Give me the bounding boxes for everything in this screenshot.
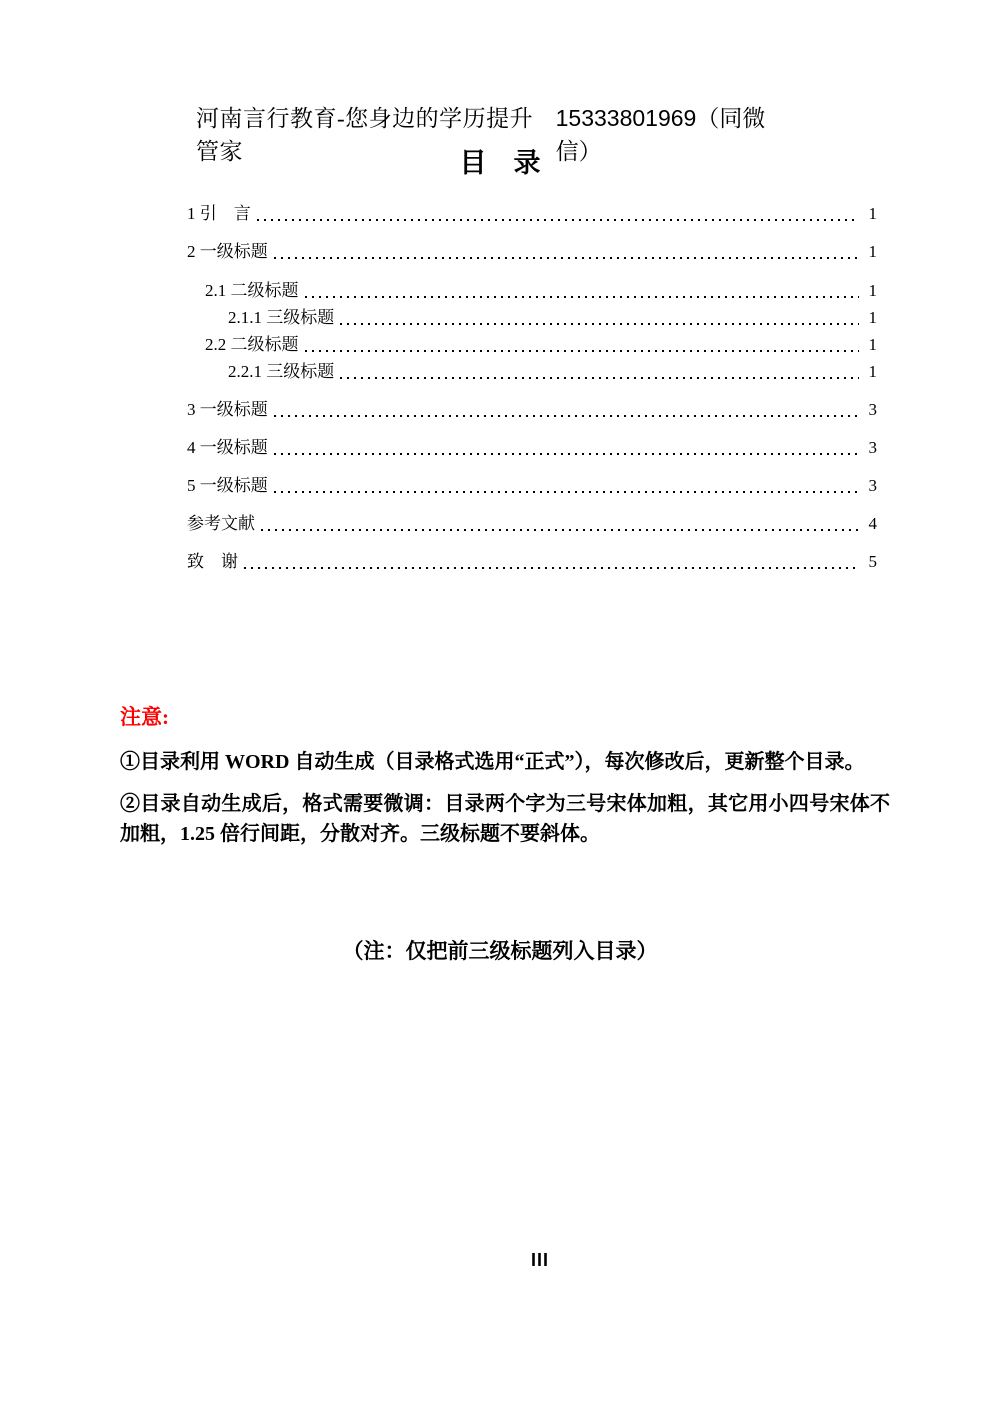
toc-entry-label: 2 一级标题 xyxy=(187,242,268,261)
toc-leader-dots xyxy=(274,414,859,417)
toc-leader-dots xyxy=(244,566,859,569)
toc-entry[interactable] xyxy=(187,399,877,421)
toc-page-number: 1 xyxy=(868,335,877,354)
toc-page-number: 5 xyxy=(868,552,877,571)
toc-page-number: 3 xyxy=(868,438,877,457)
header-organization-text: 河南言行教育-您身边的学历提升管家 xyxy=(196,106,534,164)
toc-entry[interactable] xyxy=(187,307,877,329)
toc-entry-label: 参考文献 xyxy=(187,514,255,533)
toc-entry-label: 致 谢 xyxy=(187,552,238,571)
toc-entry[interactable] xyxy=(187,551,877,573)
toc-leader-dots xyxy=(274,452,859,455)
note-heading: 注意: xyxy=(120,705,169,729)
toc-page-number: 3 xyxy=(868,476,877,495)
toc-page-number: 1 xyxy=(868,204,877,223)
toc-leader-dots xyxy=(305,295,860,298)
toc-leader-dots xyxy=(261,528,859,531)
toc-leader-dots xyxy=(340,322,859,325)
note-item-1: ①目录利用 WORD 自动生成（目录格式选用“正式”），每次修改后，更新整个目录。 xyxy=(120,751,865,773)
toc-entry[interactable] xyxy=(187,334,877,356)
toc-leader-dots xyxy=(340,376,859,379)
toc-page-number: 4 xyxy=(868,514,877,533)
toc-entry-label: 2.1 二级标题 xyxy=(205,281,299,300)
header-phone-text: 15333801969（同微信） xyxy=(555,105,766,164)
toc-entry-label: 2.1.1 三级标题 xyxy=(228,308,335,327)
toc-entry-label: 2.2.1 三级标题 xyxy=(228,362,335,381)
toc-entry[interactable] xyxy=(187,437,877,459)
toc-leader-dots xyxy=(274,256,859,259)
toc-page-number: 3 xyxy=(868,400,877,419)
toc-entry-label: 4 一级标题 xyxy=(187,438,268,457)
toc-leader-dots xyxy=(257,218,859,221)
toc-page-number: 1 xyxy=(868,308,877,327)
toc-page-number: 1 xyxy=(868,281,877,300)
toc-page-number: 1 xyxy=(868,242,877,261)
page-title: 目 录 xyxy=(459,148,541,178)
center-note: （注：仅把前三级标题列入目录） xyxy=(342,939,658,963)
note-item-2: ②目录自动生成后，格式需要微调：目录两个字为三号宋体加粗，其它用小四号宋体不加粗，1.25 倍行间距，分散对齐。三级标题不要斜体。 xyxy=(120,793,890,845)
toc-entry-label: 1 引 言 xyxy=(187,204,251,223)
table-of-contents xyxy=(187,203,877,573)
toc-entry[interactable] xyxy=(187,241,877,263)
toc-entry[interactable] xyxy=(187,203,877,225)
toc-entry[interactable] xyxy=(187,475,877,497)
toc-entry-label: 5 一级标题 xyxy=(187,476,268,495)
toc-leader-dots xyxy=(305,349,860,352)
toc-entry[interactable] xyxy=(187,361,877,383)
toc-leader-dots xyxy=(274,490,859,493)
toc-entry-label: 2.2 二级标题 xyxy=(205,335,299,354)
toc-page-number: 1 xyxy=(868,362,877,381)
toc-entry[interactable] xyxy=(187,513,877,535)
footer-page-number: III xyxy=(530,1250,550,1270)
toc-entry-label: 3 一级标题 xyxy=(187,400,268,419)
toc-entry[interactable] xyxy=(187,280,877,302)
